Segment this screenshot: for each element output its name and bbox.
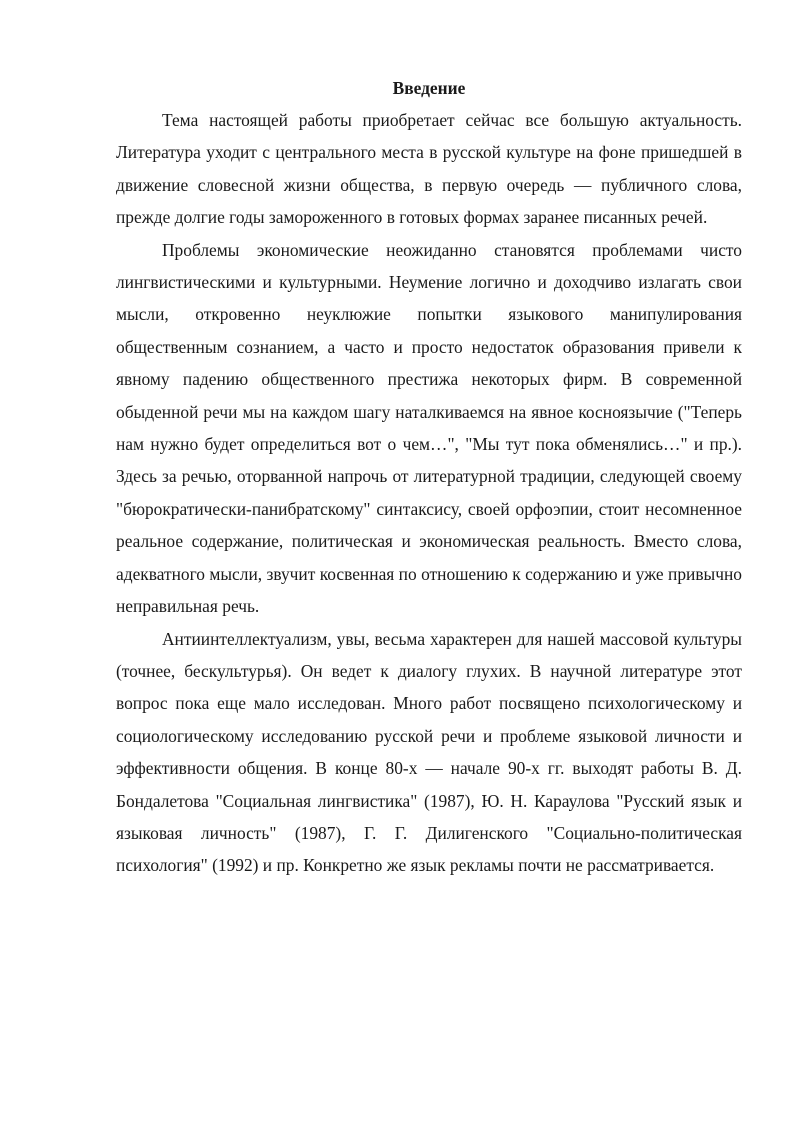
paragraph-2: Проблемы экономические неожиданно становятся проблемами чисто лингвистическими и культурными. Неумение логично и доходчиво излагать свои мысли, откровенно неуклюжие попытки языкового манипулирования общественным сознанием, а часто и просто недостаток образования привели к явному падению общественного престижа некоторых фирм. В современной обыденной речи мы на каждом шагу наталкиваемся на явное косноязычие ("Теперь нам нужно будет определиться вот о чем…", "Мы тут пока обменялись…" и пр.). Здесь за речью, оторванной напрочь от литературной традиции, следующей своему "бюрократически-панибратскому" синтаксису, своей орфоэпии, стоит несомненное реальное содержание, политическая и экономическая реальность. Вместо слова, адекватного мысли, звучит косвенная по отношению к содержанию и уже привычно неправильная речь. <box>116 239 742 617</box>
paragraph-1: Тема настоящей работы приобретает сейчас все большую актуальность. Литература уходит с центрального места в русской культуре на фоне пришедшей в движение словесной жизни общества, в первую очередь — публичного слова, прежде долгие годы замороженного в готовых формах заранее писанных речей. <box>116 110 742 228</box>
section-heading: Введение <box>392 78 466 98</box>
document-body <box>116 76 742 882</box>
paragraph-3: Антиинтеллектуализм, увы, весьма характерен для нашей массовой культуры (точнее, бескультурья). Он ведет к диалогу глухих. В научной литературе этот вопрос пока еще мало исследован. Много работ посвящено психологическому и социологическому исследованию русской речи и проблеме языковой личности и эффективности общения. В конце 80-х — начале 90-х гг. выходят работы В. Д. Бондалетова "Социальная лингвистика" (1987), Ю. Н. Караулова "Русский язык и языковая личность" (1987), Г. Г. Дилигенского "Социально-политическая психология" (1992) и пр. Конкретно же язык рекламы почти не рассматривается. <box>116 628 742 876</box>
